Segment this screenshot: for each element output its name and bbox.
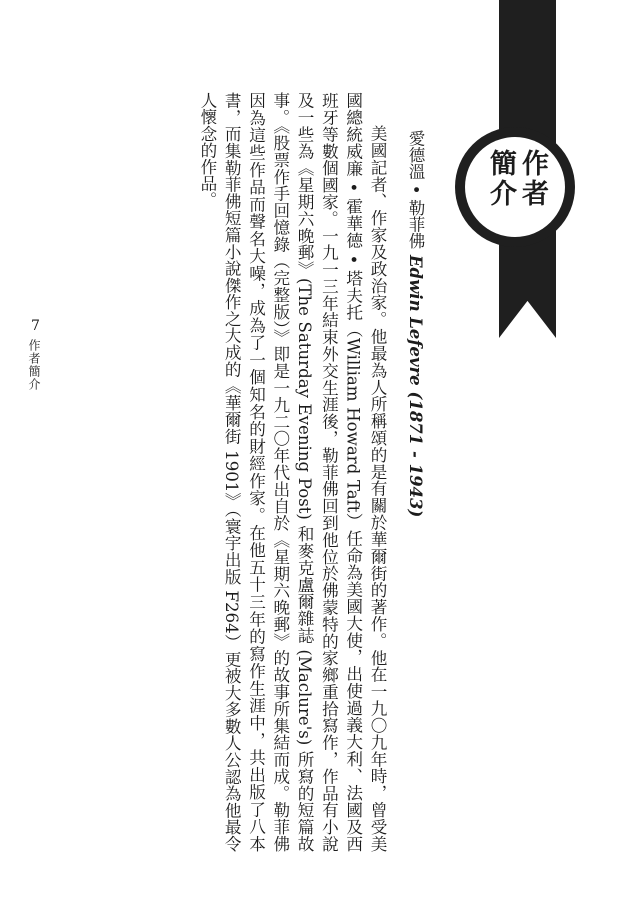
author-heading xyxy=(403,130,427,530)
section-badge-inner xyxy=(465,137,565,237)
running-head: 作者簡介 xyxy=(27,339,41,391)
section-title: 作者簡介 xyxy=(485,149,548,209)
author-biography xyxy=(159,92,389,852)
page-number: 7 xyxy=(31,318,40,334)
author-name-chinese: 愛德溫 • 勒菲佛 xyxy=(406,130,425,250)
author-name-english: Edwin Lefevre (1871 - 1943) xyxy=(406,254,425,518)
biography-paragraph: 美國記者、作家及政治家。他最為人所稱頌的是有關於華爾街的著作。他在一九〇九年時，曾受美國總統威廉 • 霍華德 • 塔夫托（William Howard Taft）任命為美國大使，出使過義大利、法國及西班牙等數個國家。一九一三年結束外交生涯後，勒菲佛回到他位於佛蒙特的家鄉重拾寫作，作品有小說及一些為《星期六晚郵》(The Saturday Evening Post) 和麥克盧爾雜誌 (Maclure's) 所寫的短篇故事。《股票作手回憶錄（完整版）》即是一九二〇年代出自於《星期六晚郵》的故事所集結而成。勒菲佛因為這些作品而聲名大噪，成為了一個知名的財經作家。在他五十三年的寫作生涯中，共出版了八本書，而集勒菲佛短篇小說傑作之大成的《華爾街 1901》（寰宇出版 F264）更被大多數人公認為他最令人懷念的作品。 xyxy=(197,92,387,852)
section-badge xyxy=(455,127,575,247)
